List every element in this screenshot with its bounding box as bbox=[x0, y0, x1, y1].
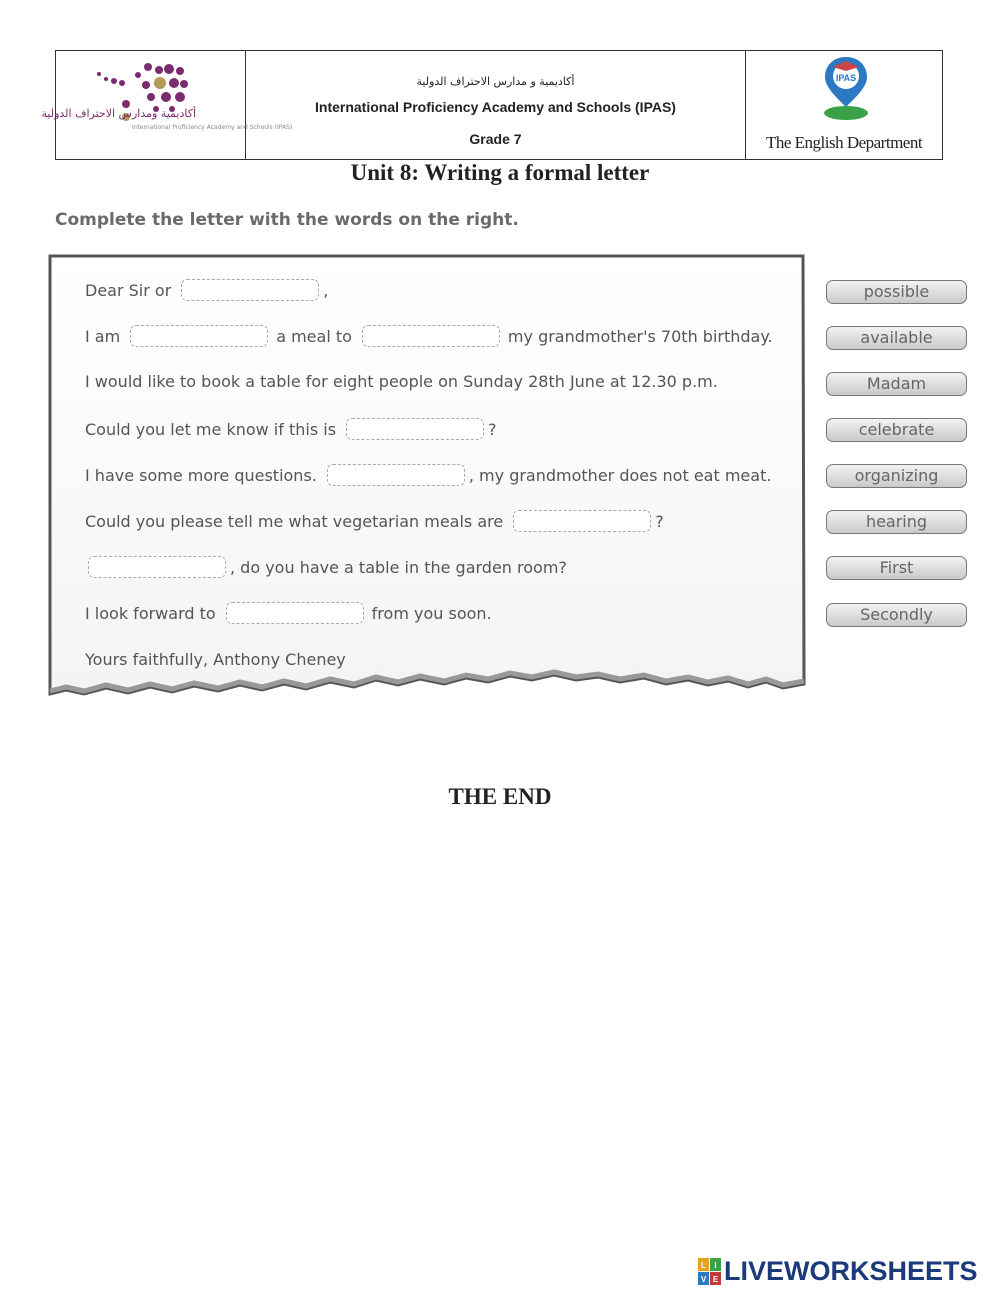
word-option-secondly[interactable]: Secondly bbox=[826, 603, 967, 627]
blank-field[interactable] bbox=[346, 418, 484, 440]
letter-text: I would like to book a table for eight people on Sunday 28th June at 12.30 p.m. bbox=[85, 372, 718, 391]
school-logo bbox=[41, 59, 293, 159]
letter-text: ? bbox=[488, 419, 497, 439]
svg-text:V: V bbox=[700, 1274, 707, 1284]
word-option-first[interactable]: First bbox=[826, 556, 967, 580]
blank-field[interactable] bbox=[226, 602, 364, 624]
blank-field[interactable] bbox=[362, 325, 500, 347]
letter-text: , my grandmother does not eat meat. bbox=[468, 465, 772, 485]
word-option-hearing[interactable]: hearing bbox=[826, 510, 967, 534]
department-label: The English Department bbox=[765, 133, 923, 152]
letter-line-5 bbox=[85, 464, 771, 486]
word-option-organizing[interactable]: organizing bbox=[826, 464, 967, 488]
svg-text:أكاديمية ومدارس الاحتراف الدول: أكاديمية ومدارس الاحتراف الدولية bbox=[41, 107, 196, 120]
word-option-madam[interactable]: Madam bbox=[826, 372, 967, 396]
letter-text: my grandmother's 70th birthday. bbox=[507, 326, 773, 346]
blank-field[interactable] bbox=[181, 279, 319, 301]
arabic-school-name: أكاديمية و مدارس الاحتراف الدولية bbox=[416, 75, 575, 88]
letter-line-8 bbox=[85, 602, 492, 624]
letter-line-4 bbox=[85, 418, 497, 440]
word-option-possible[interactable]: possible bbox=[826, 280, 967, 304]
svg-text:E: E bbox=[712, 1274, 719, 1284]
the-end-label: THE END bbox=[448, 784, 552, 809]
ipas-logo bbox=[811, 53, 881, 123]
letter-text: I look forward to bbox=[85, 603, 216, 623]
svg-text:I: I bbox=[714, 1260, 717, 1270]
header-table bbox=[41, 50, 943, 160]
letter-text: Yours faithfully, Anthony Cheney bbox=[85, 650, 346, 669]
blank-field[interactable] bbox=[130, 325, 268, 347]
instruction-text: Complete the letter with the words on the right. bbox=[55, 210, 519, 230]
department-cell bbox=[746, 51, 942, 159]
letter-line-6 bbox=[85, 510, 664, 532]
liveworksheets-name: LIVEWORKSHEETS bbox=[724, 1256, 978, 1286]
letter-text: I am bbox=[85, 326, 121, 346]
word-option-available[interactable]: available bbox=[826, 326, 967, 350]
letter-line-3 bbox=[85, 372, 718, 391]
letter-text: , bbox=[323, 280, 329, 300]
letter-text: Could you let me know if this is bbox=[85, 419, 337, 439]
letter-text: , do you have a table in the garden room? bbox=[230, 557, 567, 577]
letter-text: Could you please tell me what vegetarian meals are bbox=[85, 511, 504, 531]
liveworksheets-brand[interactable] bbox=[698, 1256, 978, 1287]
letter-text: ? bbox=[655, 511, 664, 531]
svg-text:International Proficiency Acad: International Proficiency Academy and Schools (IPAS) bbox=[132, 124, 293, 131]
grade-label: Grade 7 bbox=[469, 131, 522, 147]
svg-text:IPAS: IPAS bbox=[835, 73, 857, 83]
school-logo-cell bbox=[41, 51, 293, 159]
letter-line-7 bbox=[84, 556, 567, 578]
letter-text: I have some more questions. bbox=[85, 465, 317, 485]
letter-line-1 bbox=[85, 279, 328, 301]
school-name: International Proficiency Academy and Schools (IPAS) bbox=[315, 99, 676, 115]
letter-line-9 bbox=[85, 650, 346, 669]
letter-line-2 bbox=[85, 325, 773, 347]
letter-text: a meal to bbox=[276, 326, 352, 346]
blank-field[interactable] bbox=[327, 464, 465, 486]
liveworksheets-logo-icon bbox=[698, 1258, 722, 1286]
svg-text:L: L bbox=[701, 1260, 706, 1270]
letter-text: Dear Sir or bbox=[85, 280, 172, 300]
letter-text: from you soon. bbox=[371, 603, 492, 623]
blank-field[interactable] bbox=[88, 556, 226, 578]
school-info-cell bbox=[246, 51, 746, 159]
word-option-celebrate[interactable]: celebrate bbox=[826, 418, 967, 442]
unit-title: Unit 8: Writing a formal letter bbox=[350, 160, 650, 185]
blank-field[interactable] bbox=[513, 510, 651, 532]
